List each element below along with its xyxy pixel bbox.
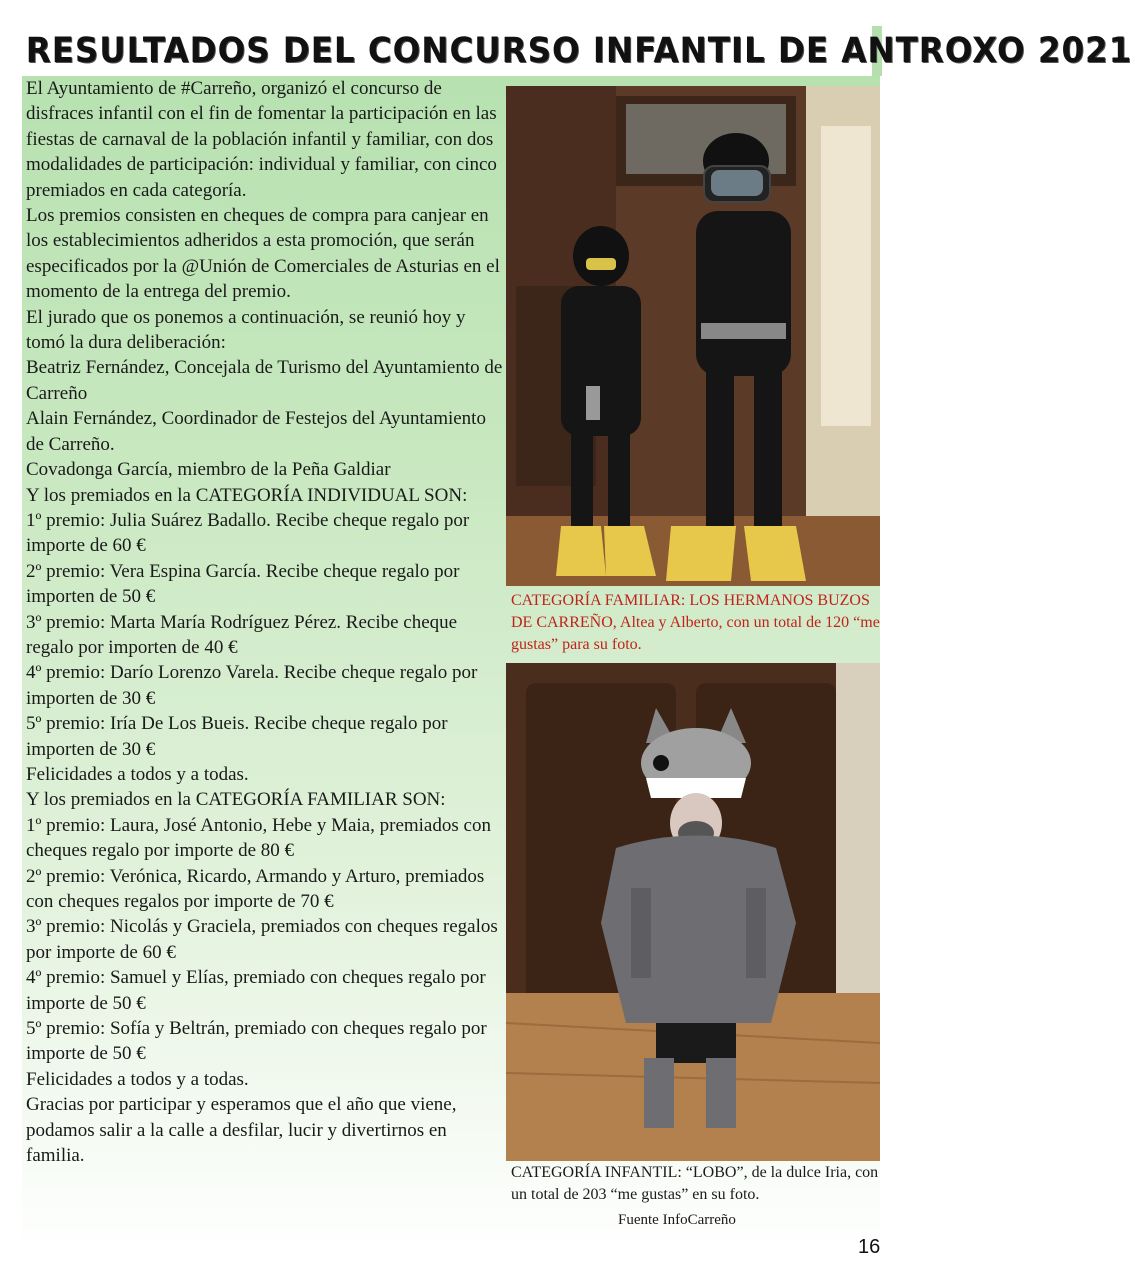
- paragraph: Los premios consisten en cheques de compra para canjear en los establecimientos adheridos a esta promoción, que serán especificados por la @Unión de Comerciales de Asturias en el momento de la entrega del premio.: [26, 205, 500, 303]
- jury-member: Beatriz Fernández, Concejala de Turismo del Ayuntamiento de Carreño: [26, 357, 503, 404]
- jury-member: Covadonga García, miembro de la Peña Galdiar: [26, 459, 391, 481]
- title-band: [22, 26, 1132, 76]
- closing-paragraph: Gracias por participar y esperamos que el año que viene, podamos salir a la calle a desfilar, lucir y divertirnos en familia.: [26, 1094, 457, 1167]
- source-credit: Fuente InfoCarreño: [618, 1212, 736, 1228]
- prize-item: 2º premio: Vera Espina García. Recibe cheque regalo por importen de 50 €: [26, 560, 460, 608]
- paragraph: El jurado que os ponemos a continuación, se reunió hoy y tomó la dura deliberación:: [26, 306, 466, 354]
- prize-item: 2º premio: Verónica, Ricardo, Armando y Arturo, premiados con cheques regalos por importe de 70 €: [26, 865, 485, 912]
- prize-item: 4º premio: Samuel y Elías, premiado con cheques regalo por importe de 50 €: [26, 967, 486, 1014]
- prize-item: 4º premio: Darío Lorenzo Varela. Recibe cheque regalo por importen de 30 €: [26, 662, 478, 709]
- paragraph: El Ayuntamiento de #Carreño, organizó el concurso de disfraces infantil con el fin de fomentar la participación en las fiestas de carnaval de la población infantil y familiar, con dos modalidades de participación: individual y familiar, con cinco premiados en cada categoría.: [26, 78, 497, 201]
- prize-item: 1º premio: Laura, José Antonio, Hebe y Maia, premiados con cheques regalo por importe de 80 €: [26, 814, 491, 862]
- prize-item: 3º premio: Marta María Rodríguez Pérez. Recibe cheque regalo por importen de 40 €: [26, 611, 458, 658]
- page-number: 16: [858, 1236, 881, 1258]
- prize-item: 5º premio: Iría De Los Bueis. Recibe cheque regalo por importen de 30 €: [26, 713, 448, 760]
- infant-category-caption: CATEGORÍA INFANTIL: “LOBO”, de la dulce Iria, con un total de 203 “me gustas” en su foto.: [511, 1164, 879, 1203]
- divers-photo-illustration: [506, 86, 880, 586]
- category-heading: Y los premiados en la CATEGORÍA FAMILIAR SON:: [26, 789, 446, 811]
- wolf-photo-illustration: [506, 663, 880, 1161]
- family-category-caption: CATEGORÍA FAMILIAR: LOS HERMANOS BUZOS DE CARREÑO, Altea y Alberto, con un total de 120 “me gustas” para su foto.: [511, 592, 880, 653]
- congratulations: Felicidades a todos y a todas.: [26, 763, 249, 785]
- congratulations: Felicidades a todos y a todas.: [26, 1068, 249, 1090]
- wolf-costume-photo: [506, 663, 880, 1161]
- article-title: RESULTADOS DEL CONCURSO INFANTIL DE ANTROXO 2021: [25, 31, 1132, 71]
- category-heading: Y los premiados en la CATEGORÍA INDIVIDUAL SON:: [26, 484, 468, 506]
- article-body: [26, 76, 508, 1168]
- prize-item: 1º premio: Julia Suárez Badallo. Recibe cheque regalo por importe de 60 €: [26, 509, 470, 557]
- divers-costume-photo: [506, 86, 880, 586]
- prize-item: 5º premio: Sofía y Beltrán, premiado con cheques regalo por importe de 50 €: [26, 1018, 487, 1065]
- prize-item: 3º premio: Nicolás y Graciela, premiados con cheques regalos por importe de 60 €: [26, 916, 498, 963]
- jury-member: Alain Fernández, Coordinador de Festejos del Ayuntamiento de Carreño.: [26, 408, 486, 455]
